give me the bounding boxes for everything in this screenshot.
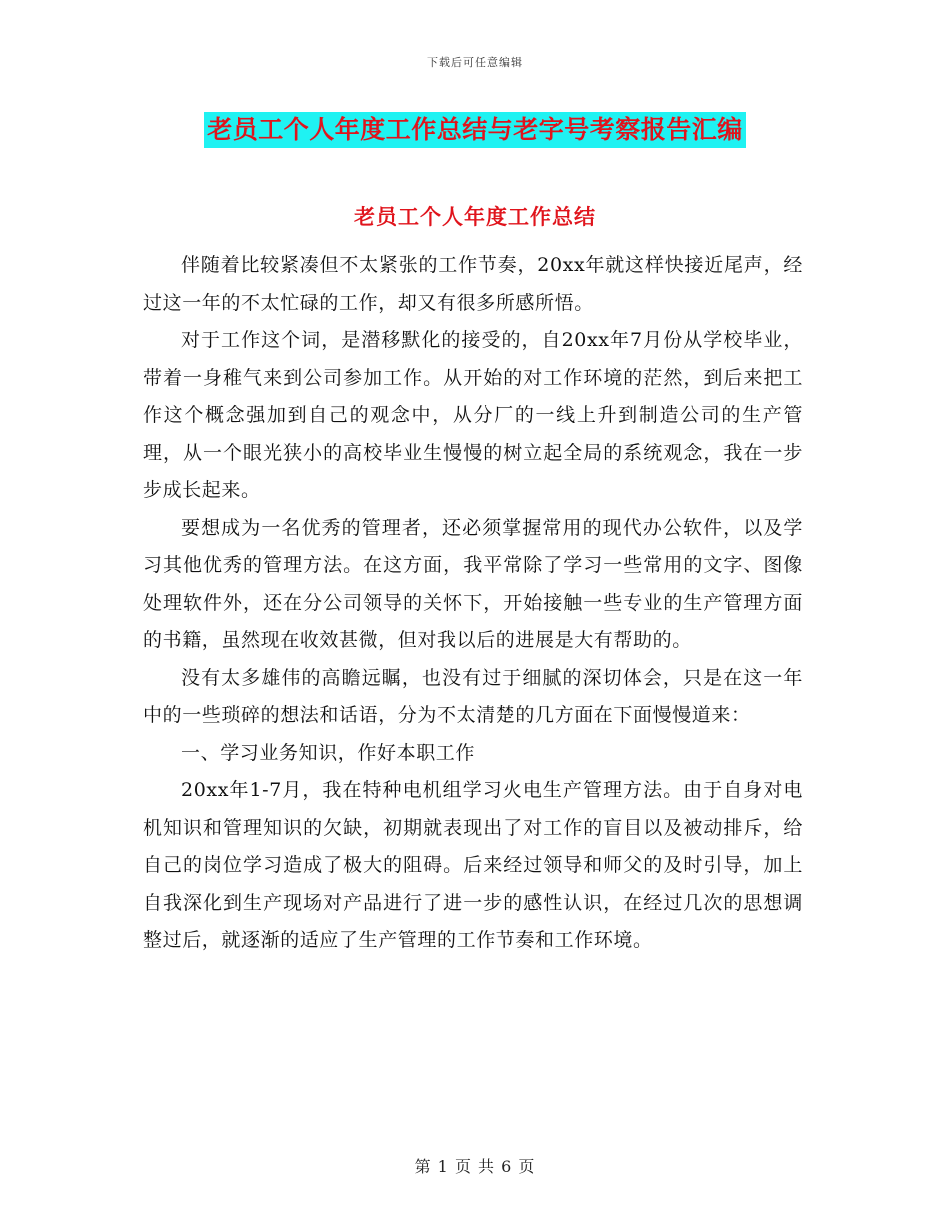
main-title-container: [0, 112, 950, 148]
paragraph: 对于工作这个词，是潜移默化的接受的，自20xx年7月份从学校毕业，带着一身稚气来到公司参加工作。从开始的对工作环境的茫然，到后来把工作这个概念强加到自己的观念中，从分厂的一线上升到制造公司的生产管理，从一个眼光狭小的高校毕业生慢慢的树立起全局的系统观念，我在一步步成长起来。: [143, 329, 803, 501]
paragraph: 没有太多雄伟的高瞻远瞩，也没有过于细腻的深切体会，只是在这一年中的一些琐碎的想法和话语，分为不太清楚的几方面在下面慢慢道来：: [143, 666, 803, 726]
document-body: [143, 247, 803, 960]
header-note: 下载后可任意编辑: [427, 56, 523, 69]
paragraph: 伴随着比较紧凑但不太紧张的工作节奏，20xx年就这样快接近尾声，经过这一年的不太忙碌的工作，却又有很多所感所悟。: [143, 254, 803, 314]
section-title: 老员工个人年度工作总结: [354, 204, 596, 229]
paragraph: 要想成为一名优秀的管理者，还必须掌握常用的现代办公软件，以及学习其他优秀的管理方法。在这方面，我平常除了学习一些常用的文字、图像处理软件外，还在分公司领导的关怀下，开始接触一些专业的生产管理方面的书籍，虽然现在收效甚微，但对我以后的进展是大有帮助的。: [143, 516, 803, 651]
page-number: 第 1 页 共 6 页: [414, 1157, 536, 1176]
paragraph: 20xx年1-7月，我在特种电机组学习火电生产管理方法。由于自身对电机知识和管理知识的欠缺，初期就表现出了对工作的盲目以及被动排斥，给自己的岗位学习造成了极大的阻碍。后来经过领导和师父的及时引导，加上自我深化到生产现场对产品进行了进一步的感性认识，在经过几次的思想调整过后，就逐渐的适应了生产管理的工作节奏和工作环境。: [143, 779, 803, 951]
section-heading: 一、学习业务知识，作好本职工作: [181, 741, 476, 764]
main-title: 老员工个人年度工作总结与老字号考察报告汇编: [204, 112, 746, 148]
